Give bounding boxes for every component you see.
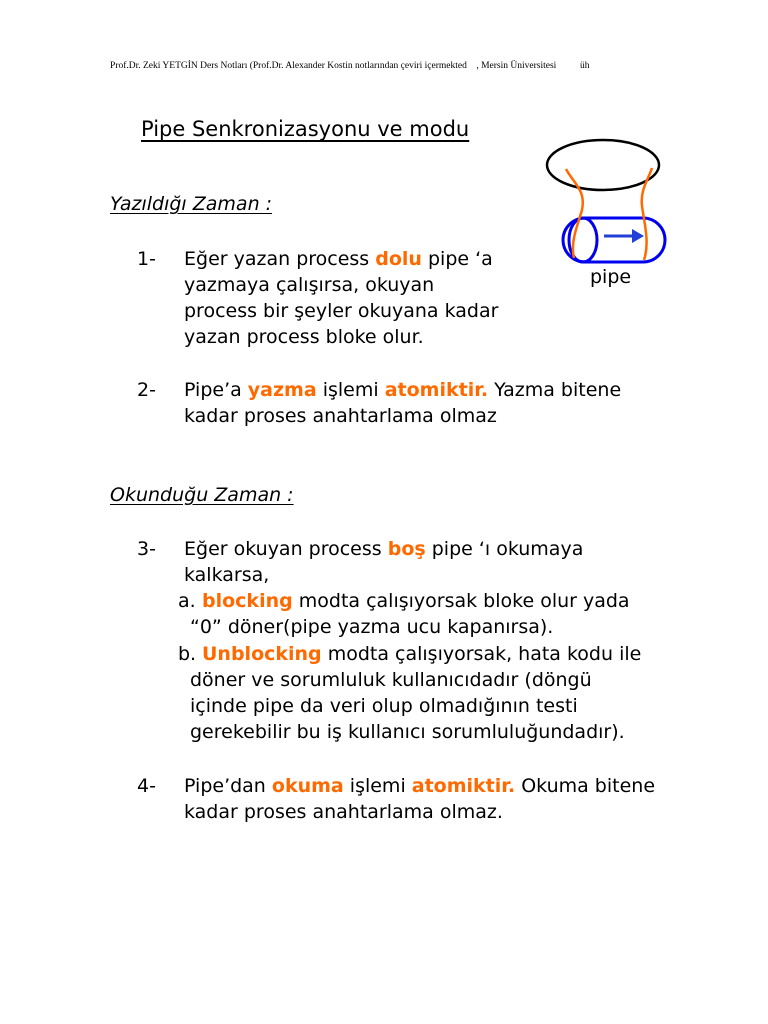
item-number: 3- <box>137 538 156 560</box>
item-2 <box>184 377 621 429</box>
item-3 <box>184 536 583 588</box>
item-4 <box>184 773 655 825</box>
section-heading-read: Okunduğu Zaman : <box>110 484 294 506</box>
item-line: yazan process bloke olur. <box>184 326 424 348</box>
item-1 <box>184 246 498 350</box>
highlight-word: okuma <box>271 775 344 797</box>
item-line: yazmaya çalışırsa, okuyan <box>184 274 435 296</box>
flow-arrow-head <box>632 229 644 243</box>
highlight-word: boş <box>387 538 426 560</box>
subitem-number: b. <box>178 643 197 665</box>
pipe-label: pipe <box>590 266 632 288</box>
highlight-word: atomiktir. <box>384 379 489 401</box>
item-line: blocking modta çalışıyorsak bloke olur yada <box>202 590 630 612</box>
item-line: döner ve sorumluluk kullanıcıdadır (döngü <box>190 669 592 691</box>
highlight-word: blocking <box>202 590 293 612</box>
process-ellipse <box>547 140 659 190</box>
item-line: Pipe’dan okuma işlemi atomiktir. Okuma bitene <box>184 775 656 797</box>
highlight-word: yazma <box>247 379 317 401</box>
page-header: Prof.Dr. Zeki YETGİN Ders Notları (Prof.Dr. Alexander Kostin notlarından çeviri içermekted , Mersin Üniversitesi üh <box>110 61 590 71</box>
item-line: kalkarsa, <box>184 564 270 586</box>
item-line: Pipe’a yazma işlemi atomiktir. Yazma bitene <box>184 379 622 401</box>
item-line: Eğer okuyan process boş pipe ‘ı okumaya <box>184 538 584 560</box>
subitem-b <box>190 641 642 745</box>
item-line: kadar proses anahtarlama olmaz <box>184 405 497 427</box>
item-line: içinde pipe da veri olup olmadığının testi <box>190 695 578 717</box>
highlight-word: dolu <box>375 248 422 270</box>
page-title: Pipe Senkronizasyonu ve modu <box>141 117 470 141</box>
pipe-diagram <box>540 132 680 272</box>
item-line: kadar proses anahtarlama olmaz. <box>184 801 503 823</box>
item-line: process bir şeyler okuyana kadar <box>184 300 499 322</box>
subitem-number: a. <box>178 590 196 612</box>
item-number: 1- <box>137 248 156 270</box>
highlight-word: Unblocking <box>202 643 322 665</box>
highlight-word: atomiktir. <box>411 775 516 797</box>
item-number: 2- <box>137 379 156 401</box>
subitem-a <box>190 588 630 640</box>
item-line: gerekebilir bu iş kullanıcı sorumluluğundadır). <box>190 721 625 743</box>
section-heading-write: Yazıldığı Zaman : <box>110 193 273 215</box>
item-line: “0” döner(pipe yazma ucu kapanırsa). <box>190 616 554 638</box>
item-line: Eğer yazan process dolu pipe ‘a <box>184 248 493 270</box>
item-line: Unblocking modta çalışıyorsak, hata kodu ile <box>202 643 642 665</box>
item-number: 4- <box>137 775 156 797</box>
